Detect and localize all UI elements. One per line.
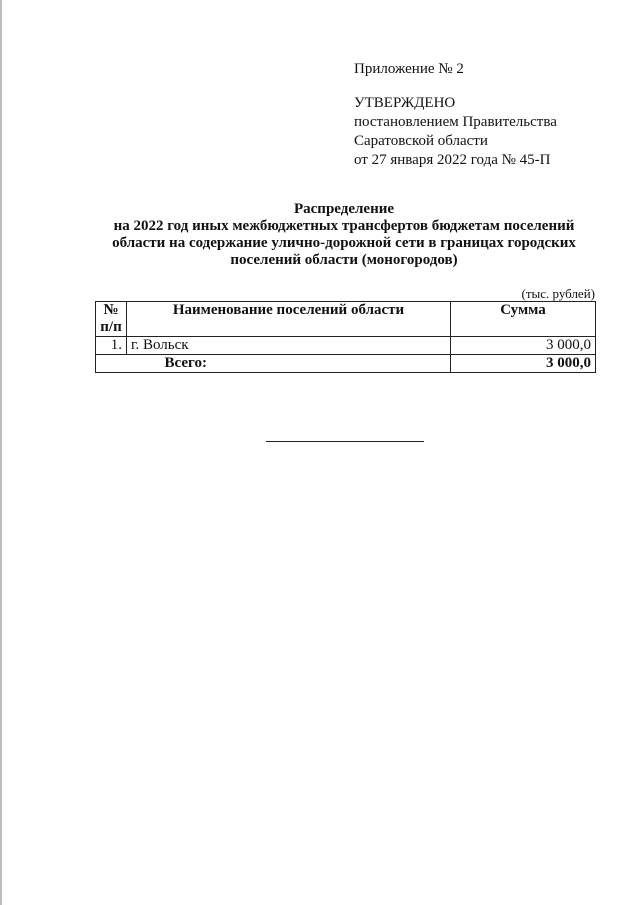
title-line-1: Распределение	[293, 201, 395, 217]
title-line-3: области на содержание улично-дорожной сети в границах городских	[112, 235, 576, 251]
header-name: Наименование поселений области	[127, 302, 451, 337]
approval-line-3: от 27 января 2022 года № 45-П	[354, 152, 551, 168]
total-sum: 3 000,0	[451, 355, 596, 373]
table-row	[96, 337, 596, 355]
approved-stamp: УТВЕРЖДЕНО	[354, 95, 456, 111]
title-line-2: на 2022 год иных межбюджетных трансфертов бюджетам поселений	[113, 218, 575, 234]
signature-line	[266, 441, 424, 442]
approval-line-2: Саратовской области	[354, 133, 488, 149]
row-sum: 3 000,0	[451, 337, 596, 355]
annex-label: Приложение № 2	[354, 61, 464, 77]
table-header-row	[96, 302, 596, 337]
page-edge	[0, 0, 2, 905]
document-title	[80, 201, 608, 269]
approval-block	[354, 60, 557, 170]
title-line-4: поселений области (моногородов)	[230, 252, 458, 268]
approval-line-1: постановлением Правительства	[354, 114, 557, 130]
header-sum: Сумма	[451, 302, 596, 337]
header-num: № п/п	[96, 302, 127, 337]
distribution-table	[95, 301, 596, 373]
units-note: (тыс. рублей)	[521, 286, 595, 301]
row-num: 1.	[96, 337, 127, 355]
total-label: Всего:	[127, 355, 451, 373]
row-name: г. Вольск	[127, 337, 451, 355]
total-row	[96, 355, 596, 373]
total-blank-cell	[96, 355, 127, 373]
